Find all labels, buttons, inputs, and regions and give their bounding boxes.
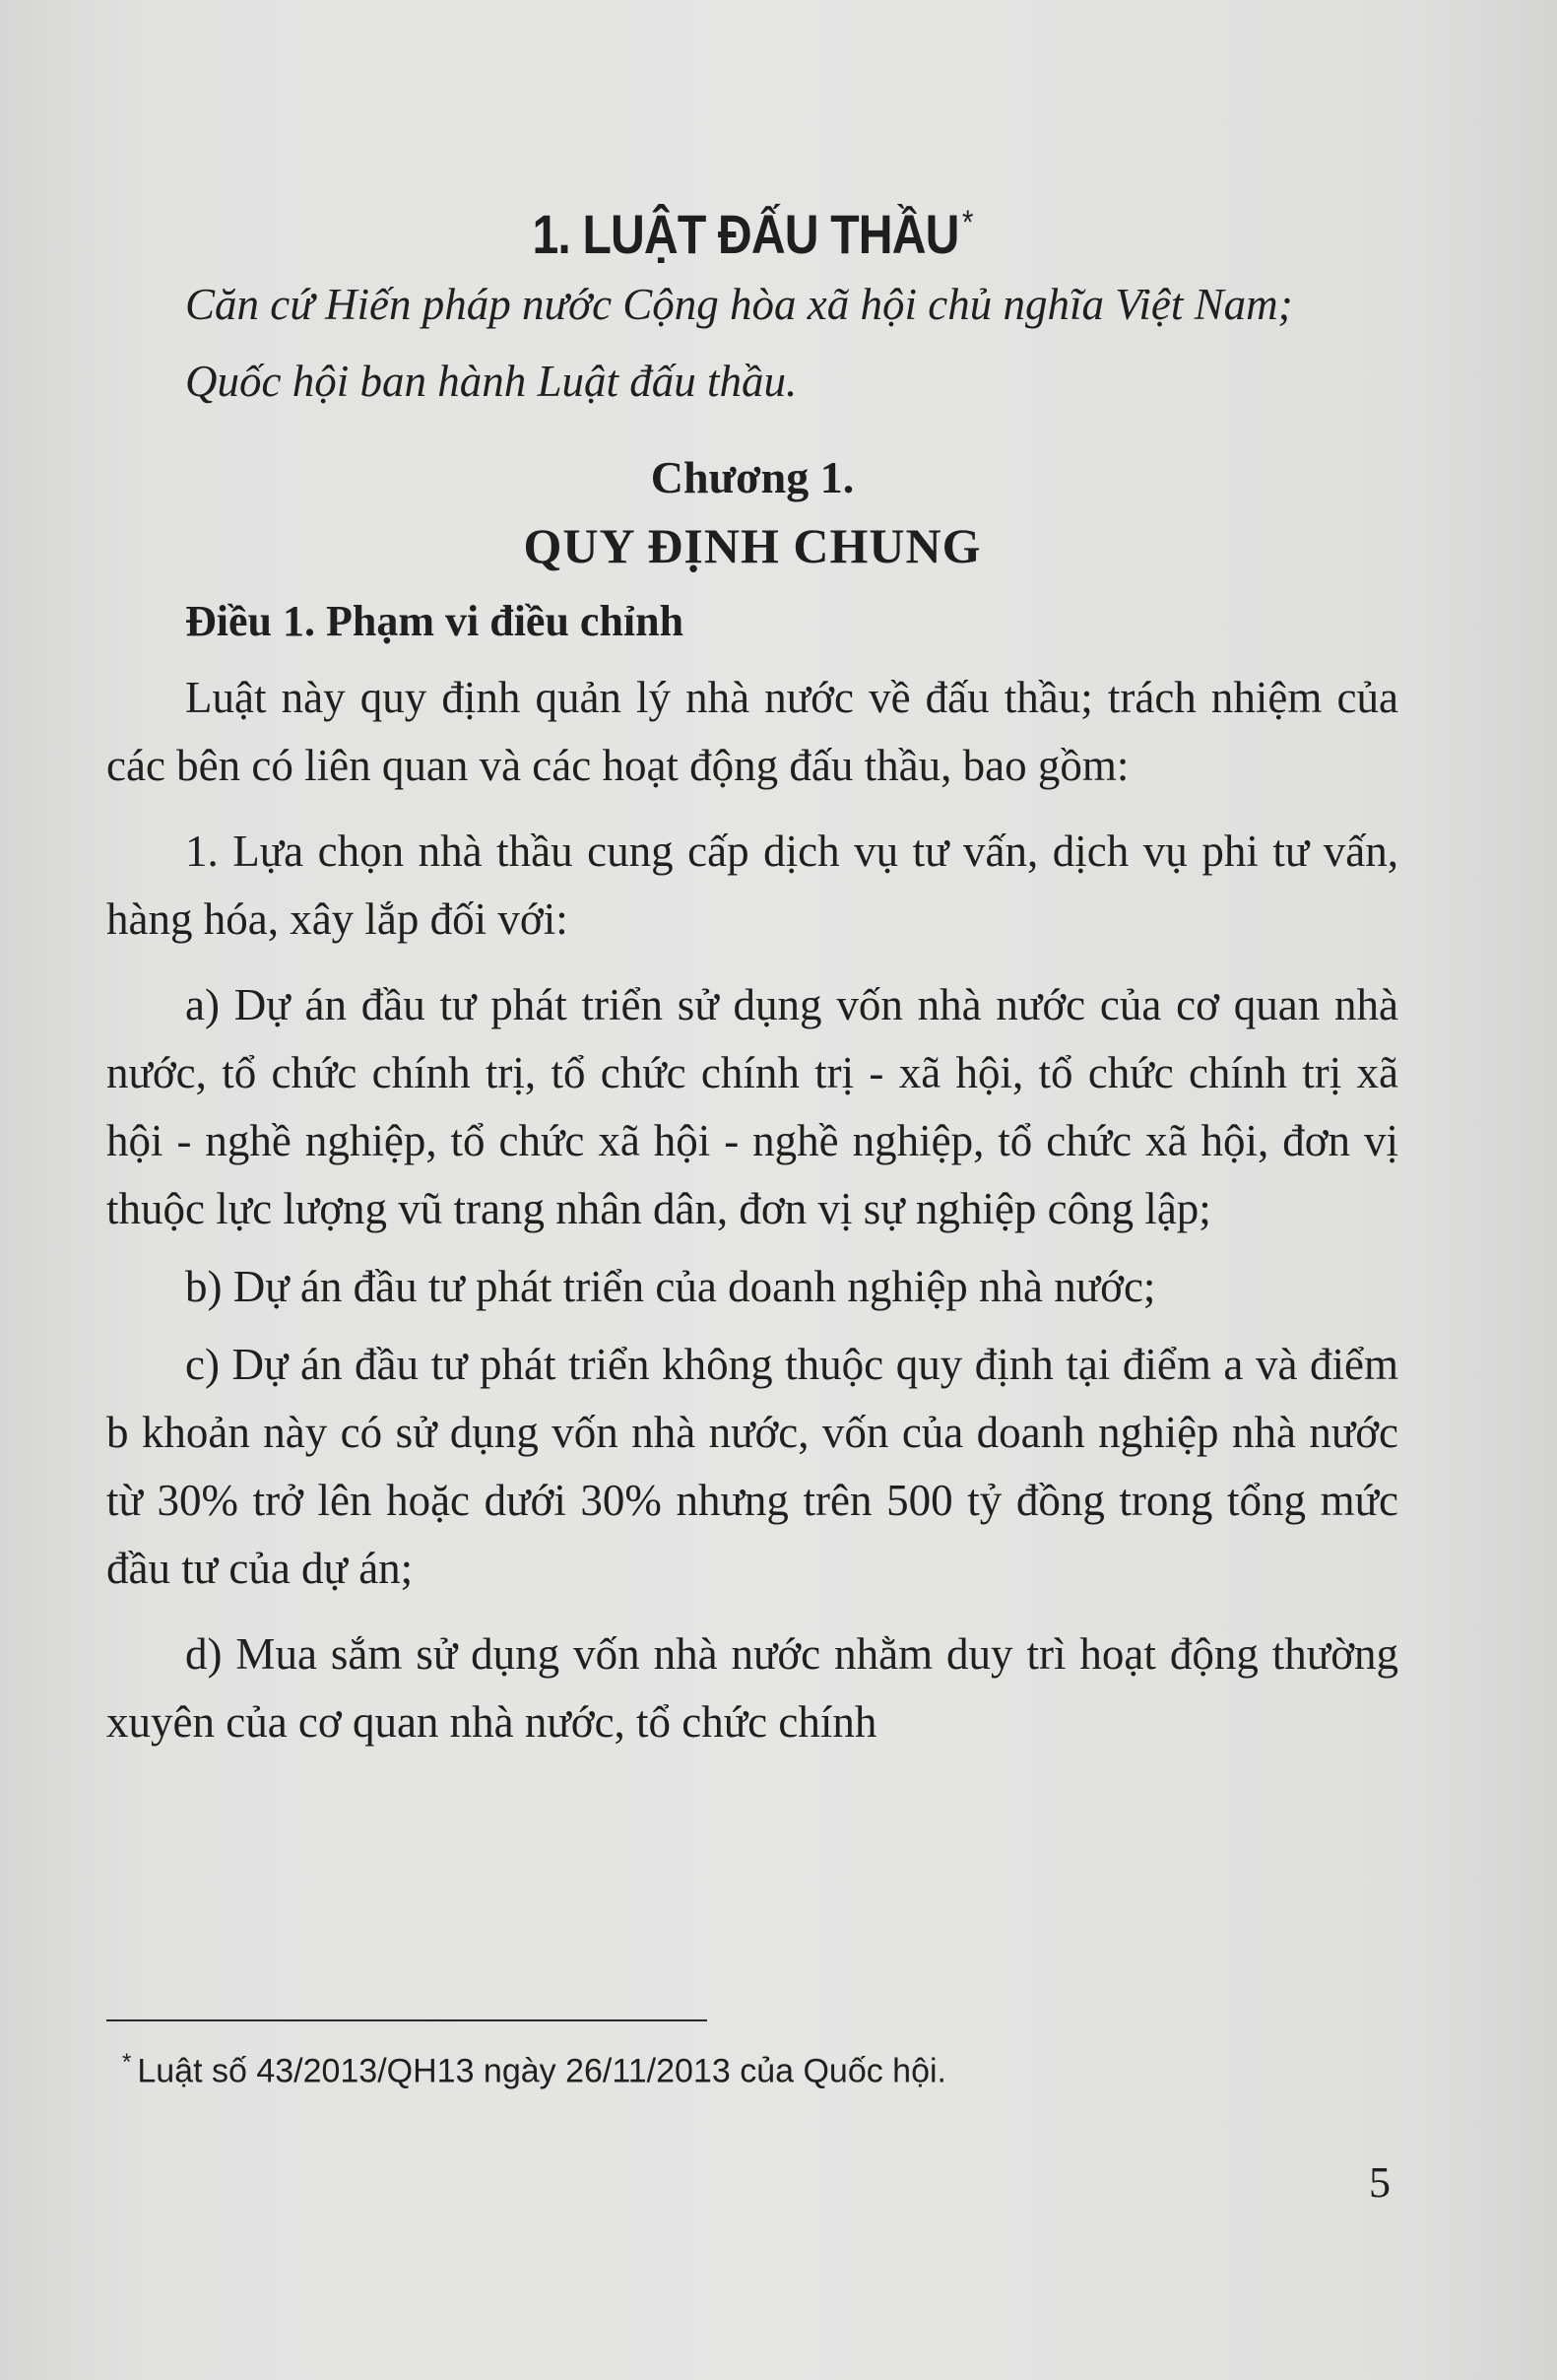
chapter-number: Chương 1. [650, 452, 855, 502]
footnote-text: Luật số 43/2013/QH13 ngày 26/11/2013 của Quốc hội. [137, 2052, 946, 2090]
body-paragraph: a) Dự án đầu tư phát triển sử dụng vốn nhà nước của cơ quan nhà nước, tổ chức chính trị, tổ chức chính trị - xã hội, tổ chức chính trị xã hội - nghề nghiệp, tổ chức xã hội - nghề nghiệp, tổ chức xã hội, đơn vị thuộc lực lượng vũ trang nhân dân, đơn vị sự nghiệp công lập; [106, 980, 1398, 1233]
body-paragraph: Luật này quy định quản lý nhà nước về đấu thầu; trách nhiệm của các bên có liên quan và các hoạt động đấu thầu, bao gồm: [106, 673, 1398, 790]
preamble-line: Quốc hội ban hành Luật đấu thầu. [185, 357, 798, 406]
page-number: 5 [1369, 2158, 1391, 2207]
title-footnote-marker: * [961, 204, 973, 242]
article-heading: Điều 1. Phạm vi điều chỉnh [185, 597, 684, 645]
law-title-text: 1. LUẬT ĐẤU THẦU [532, 203, 959, 265]
body-paragraph: 1. Lựa chọn nhà thầu cung cấp dịch vụ tư vấn, dịch vụ phi tư vấn, hàng hóa, xây lắp đối với: [106, 826, 1398, 944]
footnote-divider [106, 2019, 707, 2021]
body-paragraph: b) Dự án đầu tư phát triển của doanh nghiệp nhà nước; [185, 1262, 1156, 1311]
page-content [106, 202, 1398, 1756]
law-title [197, 202, 1308, 266]
footnote [122, 2049, 946, 2090]
preamble-line: Căn cứ Hiến pháp nước Cộng hòa xã hội chủ nghĩa Việt Nam; [185, 280, 1293, 329]
body-paragraph: d) Mua sắm sử dụng vốn nhà nước nhằm duy trì hoạt động thường xuyên của cơ quan nhà nước, tổ chức chính [106, 1629, 1398, 1747]
body-paragraph: c) Dự án đầu tư phát triển không thuộc quy định tại điểm a và điểm b khoản này có sử dụng vốn nhà nước, vốn của doanh nghiệp nhà nước từ 30% trở lên hoặc dưới 30% nhưng trên 500 tỷ đồng trong tổng mức đầu tư của dự án; [106, 1340, 1398, 1593]
chapter-name: QUY ĐỊNH CHUNG [523, 518, 982, 573]
footnote-marker: * [122, 2049, 132, 2076]
